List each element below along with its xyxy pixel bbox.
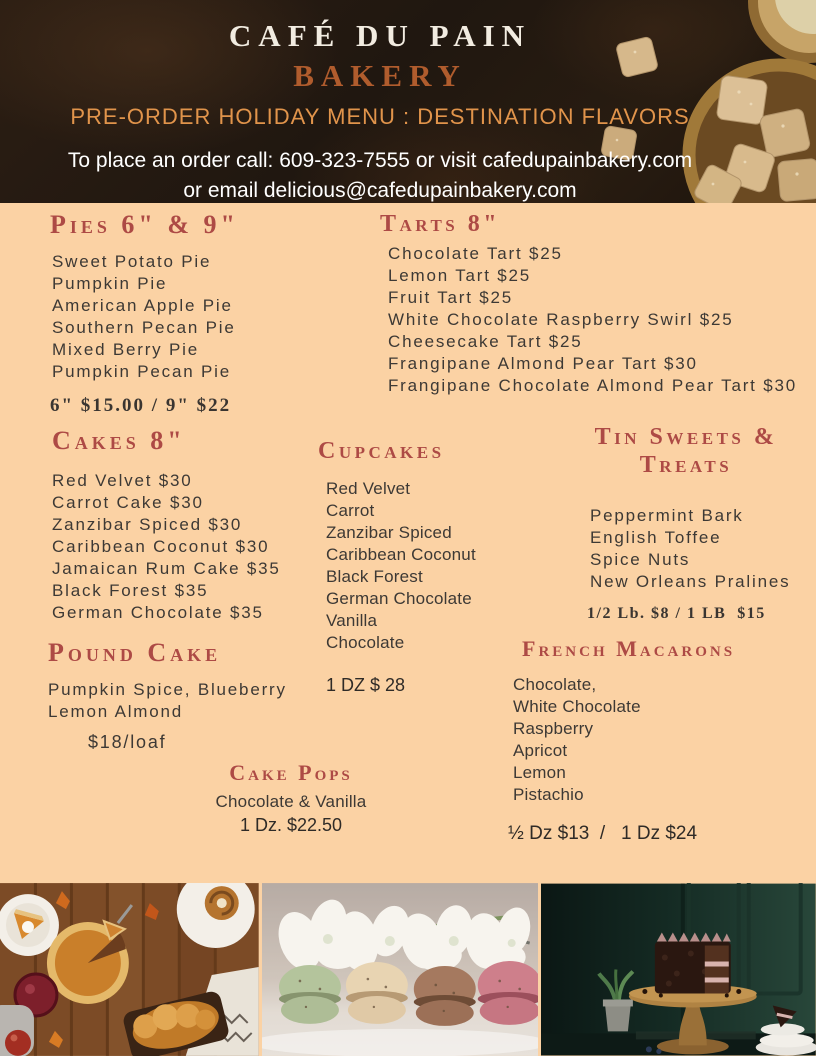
menu-item: Southern Pecan Pie [52,317,236,337]
tin-sweets-list [590,505,812,593]
french-macarons-heading: French Macarons [522,636,736,661]
chocolate-cake-stand-photo [541,883,816,1056]
menu-item: Raspberry [513,719,594,739]
pies-price: 6" $15.00 / 9" $22 [50,394,232,416]
menu-item: Chocolate Tart $25 [388,243,563,263]
menu-item: Peppermint Bark [590,506,744,526]
menu-item: Caribbean Coconut $30 [52,536,270,556]
cakes-heading: Cakes 8" [52,426,186,455]
cake-pops-price: 1 Dz. $22.50 [239,815,343,836]
menu-item: Red Velvet [326,478,411,498]
photo-strip [0,883,816,1056]
menu-tagline: PRE-ORDER HOLIDAY MENU : DESTINATION FLAVORS [70,104,690,129]
menu-item: Frangipane Chocolate Almond Pear Tart $30 [388,375,797,395]
cake-pops-flavors: Chocolate & Vanilla [215,792,367,812]
pound-cake-list [48,679,287,723]
section-cupcakes [318,438,476,696]
french-macarons-list [513,674,735,806]
menu-item: Sweet Potato Pie [52,251,212,271]
french-macarons-price: ½ Dz $13 / 1 Dz $24 [508,823,698,845]
pound-cake-price: $18/loaf [88,731,167,752]
section-pies [50,210,239,417]
tin-sweets-price: 1/2 Lb. $8 / 1 LB $15 [587,605,766,623]
tin-sweets-heading-line1: Tin Sweets & [594,424,778,450]
pumpkin-pie-table-photo [0,883,259,1056]
section-cakes [52,426,281,624]
menu-item: Spice Nuts [590,550,691,570]
menu-item: White Chocolate Raspberry Swirl $25 [388,309,734,329]
section-tin-sweets [560,424,812,623]
menu-item: Zanzibar Spiced [326,522,452,542]
menu-item: Cheesecake Tart $25 [388,331,583,351]
menu-item: Caribbean Coconut [326,544,476,564]
menu-item: Pistachio [513,785,584,805]
page-subtitle: BAKERY [293,58,467,93]
tin-sweets-heading-line2: Treats [639,451,733,478]
section-french-macarons [508,636,735,845]
menu-item: Mixed Berry Pie [52,339,199,359]
section-cake-pops [175,760,407,836]
cupcakes-list [326,478,476,654]
menu-item: Carrot Cake $30 [52,492,204,512]
pies-list [52,251,239,383]
pound-cake-heading: Pound Cake [48,638,222,667]
menu-item: Vanilla [326,610,378,630]
menu-item: English Toffee [590,528,722,548]
menu-item: Chocolate [326,632,405,652]
menu-item: Carrot [326,500,375,520]
section-pound-cake [48,638,287,753]
contact-info [0,146,760,203]
menu-item: Pumpkin Pie [52,273,168,293]
page-title: CAFÉ DU PAIN [228,18,532,53]
menu-item: Black Forest $35 [52,580,209,600]
contact-line-email: or email delicious@cafedupainbakery.com [183,179,577,202]
menu-item: Pumpkin Pecan Pie [52,361,231,381]
menu-item: Chocolate, [513,675,597,695]
macarons-orchids-photo [262,883,539,1056]
menu-item: Frangipane Almond Pear Tart $30 [388,353,698,373]
pies-heading: Pies 6" & 9" [50,210,239,239]
cupcakes-heading: Cupcakes [318,438,445,464]
menu-item: American Apple Pie [52,295,233,315]
menu-item: German Chocolate $35 [52,602,264,622]
menu-item: German Chocolate [326,588,472,608]
section-tarts [380,211,797,397]
header [0,0,816,203]
menu-item: Zanzibar Spiced $30 [52,514,243,534]
menu-item: Pumpkin Spice, Blueberry [48,679,287,699]
menu-item: New Orleans Pralines [590,572,791,592]
menu-item: Fruit Tart $25 [388,287,514,307]
menu-item: Lemon Almond [48,701,184,721]
menu-item: Apricot [513,741,568,761]
menu-item: Red Velvet $30 [52,470,193,490]
menu-item: Lemon Tart $25 [388,265,532,285]
tarts-list [388,243,797,397]
tarts-heading: Tarts 8" [380,211,501,237]
menu-item: Lemon [513,763,566,783]
contact-line-phone-web: To place an order call: 609-323-7555 or visit cafedupainbakery.com [67,149,693,172]
menu-item: White Chocolate [513,697,641,717]
cupcakes-price: 1 DZ $ 28 [326,674,406,695]
menu-item: Jamaican Rum Cake $35 [52,558,281,578]
menu-item: Black Forest [326,566,423,586]
cakes-list [52,470,281,624]
cake-pops-heading: Cake Pops [229,760,353,785]
